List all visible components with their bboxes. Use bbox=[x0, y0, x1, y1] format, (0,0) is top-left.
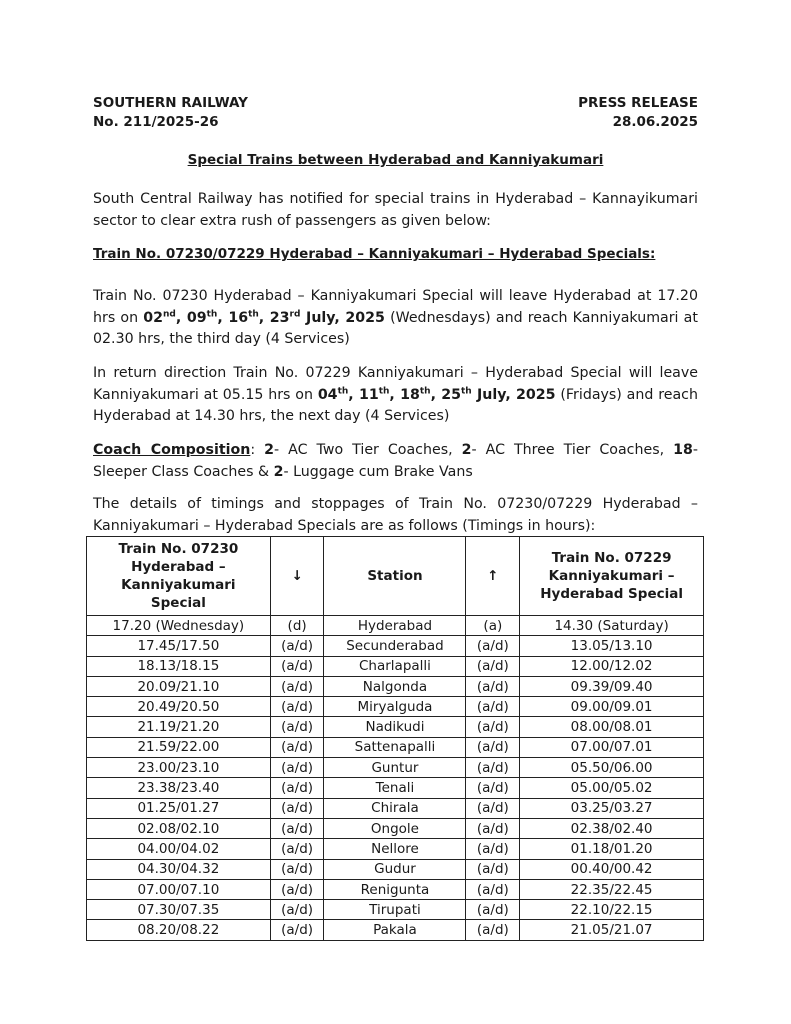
row-down-code: (a/d) bbox=[270, 717, 324, 737]
row-07230-time: 21.19/21.20 bbox=[87, 717, 271, 737]
row-up-code: (a/d) bbox=[466, 676, 520, 696]
row-up-code: (a/d) bbox=[466, 900, 520, 920]
row-down-code: (a/d) bbox=[270, 839, 324, 859]
outbound-date-3-suffix: th bbox=[248, 308, 259, 319]
row-down-code: (a/d) bbox=[270, 737, 324, 757]
coach-count-3: 18 bbox=[673, 442, 693, 458]
up-arrow-icon: ↑ bbox=[466, 537, 520, 616]
outbound-paragraph: Train No. 07230 Hyderabad – Kanniyakumari Special will leave Hyderabad at 17.20 hrs on 02nd, 09th, 16th, 23rd July, 2025 (Wednesdays) and reach Kanniyakumari at 02.30 hrs, the third day (4 Services) bbox=[93, 288, 698, 347]
coach-composition-label: Coach Composition bbox=[93, 442, 251, 458]
details-paragraph: The details of timings and stoppages of Train No. 07230/07229 Hyderabad – Kanniyakumari – Hyderabad Specials are as follows (Timings in hours): bbox=[93, 496, 698, 534]
timetable-body bbox=[87, 616, 704, 941]
row-07230-time: 23.00/23.10 bbox=[87, 758, 271, 778]
row-down-code: (a/d) bbox=[270, 758, 324, 778]
coach-text-2: - AC Three Tier Coaches, bbox=[471, 442, 674, 458]
table-row bbox=[87, 798, 704, 818]
table-row bbox=[87, 859, 704, 879]
coach-count-4: 2 bbox=[273, 463, 284, 480]
row-station: Tenali bbox=[324, 778, 466, 798]
return-date-3: 18 bbox=[400, 386, 420, 403]
row-07230-time: 18.13/18.15 bbox=[87, 656, 271, 676]
timetable bbox=[86, 536, 704, 941]
table-row bbox=[87, 737, 704, 757]
return-date-2-suffix: th bbox=[378, 385, 390, 396]
row-07229-time: 03.25/03.27 bbox=[520, 798, 704, 818]
row-up-code: (a/d) bbox=[466, 798, 520, 818]
row-station: Miryalguda bbox=[324, 697, 466, 717]
outbound-date-4: 23 bbox=[269, 309, 290, 326]
row-07229-time: 05.50/06.00 bbox=[520, 758, 704, 778]
row-07229-time: 09.00/09.01 bbox=[520, 697, 704, 717]
return-date-1-suffix: th bbox=[337, 385, 349, 396]
table-row bbox=[87, 616, 704, 636]
row-up-code: (a/d) bbox=[466, 818, 520, 838]
row-07229-time: 05.00/05.02 bbox=[520, 778, 704, 798]
row-07230-time: 17.20 (Wednesday) bbox=[87, 616, 271, 636]
row-up-code: (a) bbox=[466, 616, 520, 636]
coach-text-1: - AC Two Tier Coaches, bbox=[274, 442, 462, 458]
row-07230-time: 07.30/07.35 bbox=[87, 900, 271, 920]
row-07229-time: 12.00/12.02 bbox=[520, 656, 704, 676]
outbound-month: July, 2025 bbox=[306, 309, 385, 326]
coach-text-4: - Luggage cum Brake Vans bbox=[283, 463, 473, 480]
row-down-code: (a/d) bbox=[270, 636, 324, 656]
coach-text-3: - Sleeper Class Coaches & bbox=[93, 442, 698, 480]
table-row bbox=[87, 900, 704, 920]
press-release-label: PRESS RELEASE bbox=[578, 95, 698, 111]
row-station: Charlapalli bbox=[324, 656, 466, 676]
row-07230-time: 02.08/02.10 bbox=[87, 818, 271, 838]
row-down-code: (a/d) bbox=[270, 697, 324, 717]
row-station: Nellore bbox=[324, 839, 466, 859]
return-paragraph: In return direction Train No. 07229 Kanniyakumari – Hyderabad Special will leave Kanniyakumari at 05.15 hrs on 04th, 11th, 18th, 25th July, 2025 (Fridays) and reach Hyderabad at 14.30 hrs, the next day (4 Services) bbox=[93, 365, 698, 424]
row-up-code: (a/d) bbox=[466, 717, 520, 737]
row-station: Gudur bbox=[324, 859, 466, 879]
row-07230-time: 01.25/01.27 bbox=[87, 798, 271, 818]
outbound-date-2-suffix: th bbox=[206, 308, 218, 319]
row-station: Hyderabad bbox=[324, 616, 466, 636]
train-subheading: Train No. 07230/07229 Hyderabad – Kanniyakumari – Hyderabad Specials: bbox=[93, 246, 656, 262]
outbound-text-a: Train No. 07230 Hyderabad – Kanniyakumari Special will leave Hyderabad at 17.20 hrs on bbox=[93, 288, 698, 326]
row-07229-time: 13.05/13.10 bbox=[520, 636, 704, 656]
down-arrow-icon: ↓ bbox=[270, 537, 324, 616]
outbound-text-b: (Wednesdays) and reach Kanniyakumari at 02.30 hrs, the third day (4 Services) bbox=[93, 309, 698, 347]
row-07230-time: 23.38/23.40 bbox=[87, 778, 271, 798]
table-row bbox=[87, 636, 704, 656]
table-row bbox=[87, 717, 704, 737]
table-row bbox=[87, 697, 704, 717]
row-07230-time: 08.20/08.22 bbox=[87, 920, 271, 940]
row-station: Secunderabad bbox=[324, 636, 466, 656]
row-07229-time: 07.00/07.01 bbox=[520, 737, 704, 757]
return-text-b: (Fridays) and reach Hyderabad at 14.30 hrs, the next day (4 Services) bbox=[93, 386, 698, 424]
row-07229-time: 22.35/22.45 bbox=[520, 879, 704, 899]
release-date: 28.06.2025 bbox=[612, 114, 698, 130]
return-date-4-suffix: th bbox=[460, 385, 472, 396]
coach-count-2: 2 bbox=[461, 442, 472, 458]
outbound-date-1: 02 bbox=[143, 309, 163, 326]
row-07230-time: 21.59/22.00 bbox=[87, 737, 271, 757]
return-date-1: 04 bbox=[317, 386, 338, 403]
return-date-2: 11 bbox=[358, 386, 379, 403]
table-row bbox=[87, 879, 704, 899]
row-up-code: (a/d) bbox=[466, 920, 520, 940]
row-station: Ongole bbox=[324, 818, 466, 838]
row-07229-time: 08.00/08.01 bbox=[520, 717, 704, 737]
row-station: Tirupati bbox=[324, 900, 466, 920]
row-down-code: (a/d) bbox=[270, 900, 324, 920]
row-down-code: (a/d) bbox=[270, 879, 324, 899]
table-row bbox=[87, 676, 704, 696]
coach-count-1: 2 bbox=[264, 442, 275, 458]
row-down-code: (a/d) bbox=[270, 798, 324, 818]
row-up-code: (a/d) bbox=[466, 697, 520, 717]
row-07230-time: 04.00/04.02 bbox=[87, 839, 271, 859]
table-row bbox=[87, 758, 704, 778]
row-up-code: (a/d) bbox=[466, 636, 520, 656]
row-up-code: (a/d) bbox=[466, 839, 520, 859]
row-07229-time: 14.30 (Saturday) bbox=[520, 616, 704, 636]
row-07230-time: 20.49/20.50 bbox=[87, 697, 271, 717]
row-station: Sattenapalli bbox=[324, 737, 466, 757]
table-row bbox=[87, 656, 704, 676]
row-up-code: (a/d) bbox=[466, 656, 520, 676]
outbound-date-1-suffix: nd bbox=[163, 308, 176, 319]
row-down-code: (a/d) bbox=[270, 920, 324, 940]
row-down-code: (a/d) bbox=[270, 859, 324, 879]
row-07230-time: 07.00/07.10 bbox=[87, 879, 271, 899]
row-station: Nalgonda bbox=[324, 676, 466, 696]
return-month: July, 2025 bbox=[476, 386, 556, 403]
table-row bbox=[87, 778, 704, 798]
outbound-date-4-suffix: rd bbox=[289, 308, 301, 319]
row-station: Nadikudi bbox=[324, 717, 466, 737]
row-07229-time: 01.18/01.20 bbox=[520, 839, 704, 859]
railway-name: SOUTHERN RAILWAY bbox=[93, 95, 248, 111]
row-07229-time: 02.38/02.40 bbox=[520, 818, 704, 838]
row-up-code: (a/d) bbox=[466, 737, 520, 757]
header-07230: Train No. 07230 Hyderabad – Kanniyakumari Special bbox=[87, 537, 271, 616]
row-07230-time: 20.09/21.10 bbox=[87, 676, 271, 696]
coach-composition: Coach Composition: 2- AC Two Tier Coaches, 2- AC Three Tier Coaches, 18- Sleeper Class Coaches & 2- Luggage cum Brake Vans bbox=[93, 442, 698, 480]
row-down-code: (a/d) bbox=[270, 778, 324, 798]
row-07230-time: 04.30/04.32 bbox=[87, 859, 271, 879]
row-07229-time: 21.05/21.07 bbox=[520, 920, 704, 940]
row-07229-time: 09.39/09.40 bbox=[520, 676, 704, 696]
row-down-code: (d) bbox=[270, 616, 324, 636]
row-station: Guntur bbox=[324, 758, 466, 778]
timetable-header-row bbox=[87, 537, 704, 616]
row-07230-time: 17.45/17.50 bbox=[87, 636, 271, 656]
row-down-code: (a/d) bbox=[270, 676, 324, 696]
row-07229-time: 22.10/22.15 bbox=[520, 900, 704, 920]
row-up-code: (a/d) bbox=[466, 879, 520, 899]
table-row bbox=[87, 818, 704, 838]
release-number: No. 211/2025-26 bbox=[93, 114, 219, 130]
return-date-3-suffix: th bbox=[419, 385, 431, 396]
document-title: Special Trains between Hyderabad and Kanniyakumari bbox=[187, 152, 604, 168]
header-station: Station bbox=[324, 537, 466, 616]
row-up-code: (a/d) bbox=[466, 859, 520, 879]
row-07229-time: 00.40/00.42 bbox=[520, 859, 704, 879]
row-station: Chirala bbox=[324, 798, 466, 818]
row-down-code: (a/d) bbox=[270, 656, 324, 676]
header-07229: Train No. 07229 Kanniyakumari – Hyderabad Special bbox=[520, 537, 704, 616]
row-station: Renigunta bbox=[324, 879, 466, 899]
row-up-code: (a/d) bbox=[466, 758, 520, 778]
row-down-code: (a/d) bbox=[270, 818, 324, 838]
table-row bbox=[87, 839, 704, 859]
return-date-4: 25 bbox=[441, 386, 461, 403]
row-station: Pakala bbox=[324, 920, 466, 940]
outbound-date-3: 16 bbox=[228, 309, 249, 326]
table-row bbox=[87, 920, 704, 940]
intro-paragraph: South Central Railway has notified for special trains in Hyderabad – Kannayikumari sector to clear extra rush of passengers as given below: bbox=[93, 191, 698, 229]
return-text-a: In return direction Train No. 07229 Kanniyakumari – Hyderabad Special will leave Kanniyakumari at 05.15 hrs on bbox=[93, 365, 698, 403]
outbound-date-2: 09 bbox=[186, 309, 207, 326]
row-up-code: (a/d) bbox=[466, 778, 520, 798]
